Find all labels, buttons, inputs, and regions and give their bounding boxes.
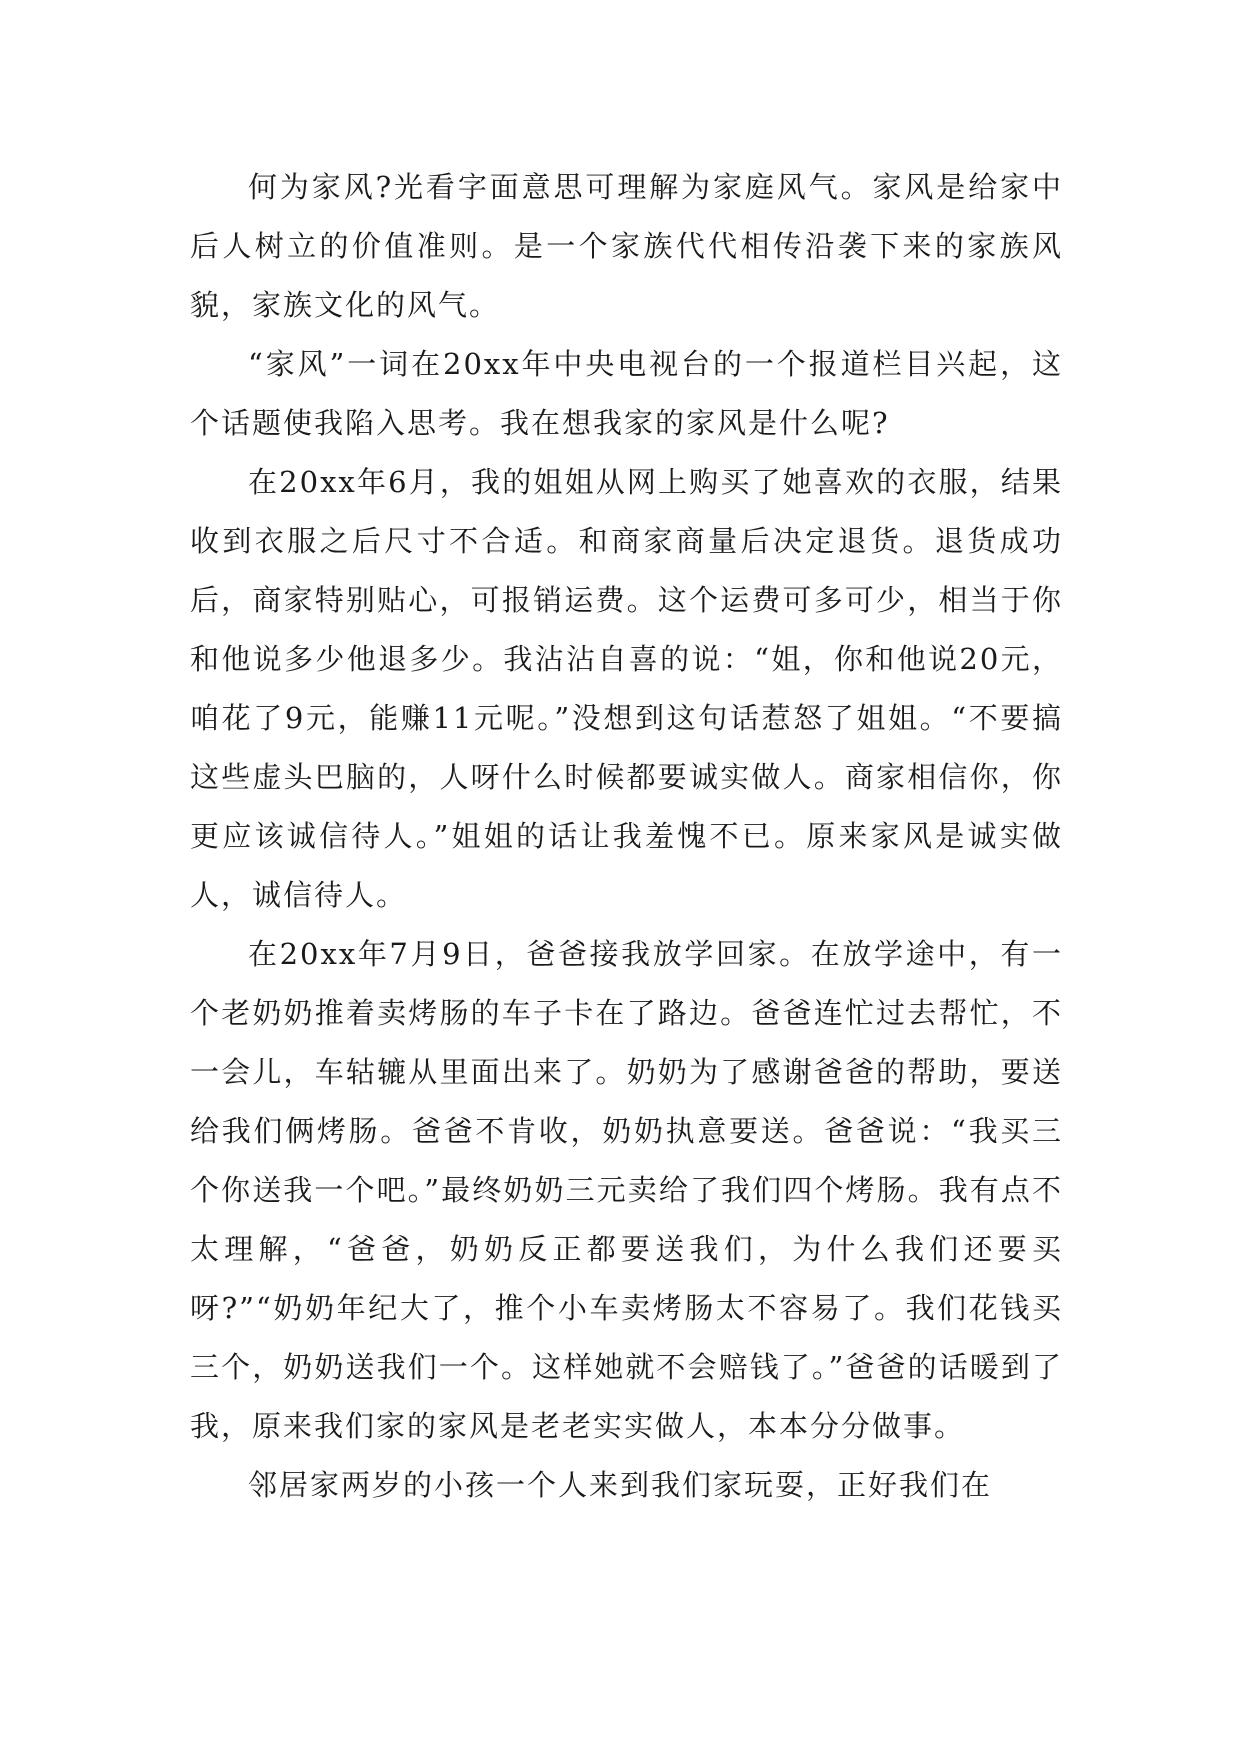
paragraph-neighbor-story: 邻居家两岁的小孩一个人来到我们家玩耍，正好我们在 bbox=[248, 1468, 993, 1502]
paragraph-origin: “家风”一词在20xx年中央电视台的一个报道栏目兴起，这个话题使我陷入思考。我在想我家的家风是什么呢? bbox=[190, 347, 1063, 440]
document-body bbox=[190, 158, 1063, 1515]
paragraph-father-story: 在20xx年7月9日，爸爸接我放学回家。在放学途中，有一个老奶奶推着卖烤肠的车子卡在了路边。爸爸连忙过去帮忙，不一会儿，车轱辘从里面出来了。奶奶为了感谢爸爸的帮助，要送给我们俩烤肠。爸爸不肯收，奶奶执意要送。爸爸说：“我买三个你送我一个吧。”最终奶奶三元卖给了我们四个烤肠。我有点不太理解，“爸爸，奶奶反正都要送我们，为什么我们还要买呀?”“奶奶年纪大了，推个小车卖烤肠太不容易了。我们花钱买三个，奶奶送我们一个。这样她就不会赔钱了。”爸爸的话暖到了我，原来我们家的家风是老老实实做人，本本分分做事。 bbox=[190, 937, 1063, 1443]
paragraph-definition: 何为家风?光看字面意思可理解为家庭风气。家风是给家中后人树立的价值准则。是一个家族代代相传沿袭下来的家族风貌，家族文化的风气。 bbox=[190, 170, 1063, 322]
paragraph-sister-story: 在20xx年6月，我的姐姐从网上购买了她喜欢的衣服，结果收到衣服之后尺寸不合适。和商家商量后决定退货。退货成功后，商家特别贴心，可报销运费。这个运费可多可少，相当于你和他说多少他退多少。我沾沾自喜的说：“姐，你和他说20元，咱花了9元，能赚11元呢。”没想到这句话惹怒了姐姐。“不要搞这些虚头巴脑的，人呀什么时候都要诚实做人。商家相信你，你更应该诚信待人。”姐姐的话让我羞愧不已。原来家风是诚实做人，诚信待人。 bbox=[190, 465, 1063, 912]
